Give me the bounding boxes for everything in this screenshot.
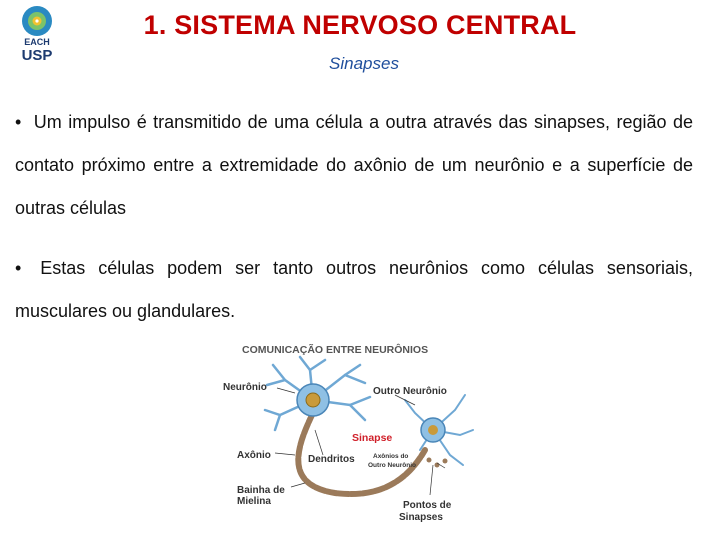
neuron-2	[405, 395, 473, 465]
label-outro-neuronio: Outro Neurônio	[373, 386, 447, 397]
figure-heading: COMUNICAÇÃO ENTRE NEURÔNIOS	[242, 344, 429, 356]
label-bainha: Bainha de	[237, 485, 285, 496]
neuron-communication-figure	[215, 335, 480, 530]
synapse-points	[421, 451, 448, 468]
page-title: 1. SISTEMA NERVOSO CENTRAL	[143, 10, 577, 40]
neuron-1	[265, 357, 370, 430]
bullet-paragraph-1	[15, 101, 693, 230]
label-dendritos: Dendritos	[308, 454, 355, 465]
label-mielina: Mielina	[237, 496, 271, 507]
bullet-symbol: •	[15, 112, 22, 132]
bullet-paragraph-2	[15, 247, 693, 333]
label-sinapse: Sinapse	[352, 432, 393, 444]
paragraph-text-1: Um impulso é transmitido de uma célula a outra através das sinapses, região de contato próximo entre a extremidade do axônio de um neurônio e a superfície de outras células	[15, 112, 693, 218]
label-axonio: Axônio	[237, 450, 271, 461]
paragraph-text-2: Estas células podem ser tanto outros neurônios como células sensoriais, musculares ou glandulares.	[15, 258, 693, 321]
label-sinapses: Sinapses	[399, 512, 443, 523]
logo-text-each: EACH	[24, 37, 50, 47]
logo-text-usp: USP	[21, 47, 53, 64]
label-pontos: Pontos de	[403, 500, 452, 511]
label-neuronio: Neurônio	[223, 382, 267, 393]
label-outro-neuronio-small: Outro Neurônio	[368, 462, 417, 469]
bullet-symbol: •	[15, 258, 22, 278]
label-axonios-do: Axônios do	[373, 453, 409, 460]
page-subtitle: Sinapses	[329, 54, 399, 73]
